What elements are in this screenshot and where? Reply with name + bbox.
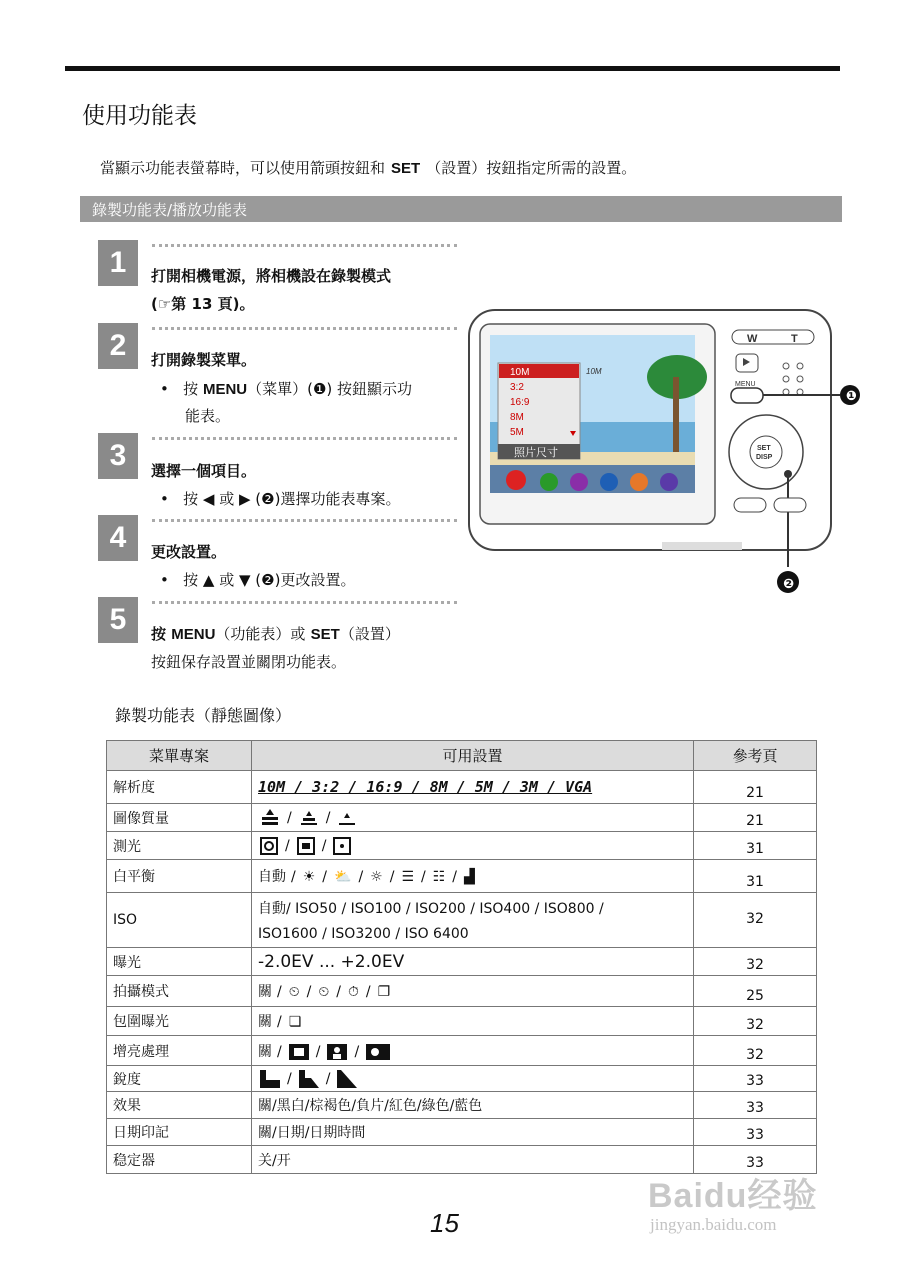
row-label: 拍攝模式 bbox=[107, 976, 252, 1007]
table-row bbox=[107, 771, 817, 804]
row-settings: 關 / / / bbox=[252, 1036, 694, 1066]
intro-text: 當顯示功能表螢幕時，可以使用箭頭按鈕和 SET （設置）按鈕指定所需的設置。 bbox=[100, 159, 637, 177]
table-subtitle: 錄製功能表（靜態圖像） bbox=[115, 706, 292, 725]
row-label: 測光 bbox=[107, 832, 252, 860]
bracket-icon: ❏ bbox=[288, 1014, 302, 1030]
row-settings: 關 / ⏲ / ⏲ / ⏱ / ❐ bbox=[252, 976, 694, 1007]
step-number: 1 bbox=[98, 240, 138, 286]
table-row bbox=[107, 1066, 817, 1092]
row-page: 21 bbox=[694, 771, 817, 804]
row-label: 包圍曝光 bbox=[107, 1007, 252, 1036]
step-bullet: • 按 ◀ 或 ▶ (❷)選擇功能表專案。 bbox=[160, 490, 401, 508]
row-settings: / / bbox=[252, 832, 694, 860]
custom-wb-icon: ▟ bbox=[464, 869, 475, 885]
zoom-w-label: W bbox=[747, 333, 758, 345]
metering-multi-icon bbox=[260, 837, 278, 855]
callout-1: ❶ bbox=[846, 389, 858, 404]
timer-2s-icon: ⏲ bbox=[288, 984, 300, 1000]
page-title: 使用功能表 bbox=[82, 103, 197, 129]
table-row bbox=[107, 832, 817, 860]
step-text: 按 MENU（功能表）或 SET（設置） bbox=[151, 625, 400, 643]
callout-2: ❷ bbox=[783, 577, 795, 592]
sharpness-hard-icon bbox=[260, 1070, 280, 1088]
row-label: 解析度 bbox=[107, 771, 252, 804]
row-page: 32 bbox=[694, 893, 817, 948]
col-header: 菜單專案 bbox=[107, 741, 252, 771]
fluorescent-l-icon: ☷ bbox=[432, 869, 446, 885]
menu-label: MENU bbox=[735, 381, 756, 388]
lcd-item: 8M bbox=[510, 412, 524, 423]
row-settings: 自動 / ☀ / ⛅ / ☼ / ☰ / ☷ / ▟ bbox=[252, 860, 694, 893]
row-page: 25 bbox=[694, 976, 817, 1007]
step-text: 打開錄製菜單。 bbox=[151, 351, 257, 369]
camera-illustration bbox=[462, 302, 874, 602]
step-text: (☞第 13 頁)。 bbox=[151, 295, 255, 313]
col-header: 可用設置 bbox=[252, 741, 694, 771]
quality-fine-icon bbox=[260, 809, 280, 827]
dotted-divider bbox=[152, 519, 457, 522]
row-settings: 关/开 bbox=[252, 1146, 694, 1174]
row-label: 曝光 bbox=[107, 948, 252, 976]
sharpness-normal-icon bbox=[299, 1070, 319, 1088]
row-settings: / / bbox=[252, 1066, 694, 1092]
row-page: 33 bbox=[694, 1119, 817, 1146]
tungsten-icon: ☼ bbox=[370, 869, 383, 885]
row-label: 日期印記 bbox=[107, 1119, 252, 1146]
table-row bbox=[107, 1092, 817, 1119]
dotted-divider bbox=[152, 437, 457, 440]
section-bar: 錄製功能表/播放功能表 bbox=[80, 196, 842, 222]
table-row bbox=[107, 1119, 817, 1146]
row-page: 33 bbox=[694, 1146, 817, 1174]
continuous-shot-icon: ❐ bbox=[377, 984, 391, 1000]
table-row bbox=[107, 804, 817, 832]
quality-normal-icon bbox=[299, 809, 319, 827]
row-page: 33 bbox=[694, 1092, 817, 1119]
lcd-caption: 照片尺寸 bbox=[514, 446, 558, 459]
metering-center-icon bbox=[297, 837, 315, 855]
row-settings: / / bbox=[252, 804, 694, 832]
timer-10s-icon: ⏲ bbox=[318, 984, 330, 1000]
step-text: 更改設置。 bbox=[151, 543, 227, 561]
row-settings: 關 / ❏ bbox=[252, 1007, 694, 1036]
lcd-item: 5M bbox=[510, 427, 524, 438]
step-number: 4 bbox=[98, 515, 138, 561]
settings-table bbox=[106, 740, 817, 1174]
dotted-divider bbox=[152, 327, 457, 330]
table-row bbox=[107, 860, 817, 893]
menu-button bbox=[731, 388, 763, 403]
row-label: 圖像質量 bbox=[107, 804, 252, 832]
row-settings: 10M / 3:2 / 16:9 / 8M / 5M / 3M / VGA bbox=[252, 771, 694, 804]
sharpness-soft-icon bbox=[337, 1070, 357, 1088]
row-page: 32 bbox=[694, 1036, 817, 1066]
row-label: 稳定器 bbox=[107, 1146, 252, 1174]
step-number: 3 bbox=[98, 433, 138, 479]
row-settings: -2.0EV ... +2.0EV bbox=[252, 948, 694, 976]
watermark-logo: Baidu经验 bbox=[648, 1177, 818, 1215]
step-bullet-cont: 能表。 bbox=[185, 407, 231, 425]
table-row bbox=[107, 976, 817, 1007]
set-label: SET bbox=[757, 445, 771, 452]
row-page: 32 bbox=[694, 948, 817, 976]
row-page: 31 bbox=[694, 832, 817, 860]
row-label: 增亮處理 bbox=[107, 1036, 252, 1066]
row-page: 33 bbox=[694, 1066, 817, 1092]
row-page: 32 bbox=[694, 1007, 817, 1036]
table-row bbox=[107, 893, 817, 948]
table-row bbox=[107, 948, 817, 976]
step-bullet: • 按 ▲ 或 ▼ (❷)更改設置。 bbox=[160, 571, 356, 589]
row-label: 銳度 bbox=[107, 1066, 252, 1092]
quality-economy-icon bbox=[337, 809, 357, 827]
disp-label: DISP bbox=[756, 454, 773, 461]
step-number: 5 bbox=[98, 597, 138, 643]
page-number: 15 bbox=[430, 1208, 459, 1238]
highlight-person-icon bbox=[327, 1044, 347, 1060]
dotted-divider bbox=[152, 244, 457, 247]
table-row bbox=[107, 1036, 817, 1066]
lcd-item: 3:2 bbox=[510, 382, 524, 393]
row-settings: 自動/ ISO50 / ISO100 / ISO200 / ISO400 / ISO800 / ISO1600 / ISO3200 / ISO 6400 bbox=[252, 893, 694, 948]
row-label: 效果 bbox=[107, 1092, 252, 1119]
row-label: ISO bbox=[107, 893, 252, 948]
step-number: 2 bbox=[98, 323, 138, 369]
zoom-t-label: T bbox=[791, 333, 798, 345]
lcd-item: 16:9 bbox=[510, 397, 530, 408]
row-label: 白平衡 bbox=[107, 860, 252, 893]
table-row bbox=[107, 1007, 817, 1036]
step-text: 按鈕保存設置並關閉功能表。 bbox=[151, 653, 347, 671]
watermark-url: jingyan.baidu.com bbox=[650, 1215, 777, 1234]
row-page: 31 bbox=[694, 860, 817, 893]
step-text: 選擇一個項目。 bbox=[151, 462, 257, 480]
row-settings: 關/黑白/棕褐色/負片/紅色/綠色/藍色 bbox=[252, 1092, 694, 1119]
lcd-badge: 10M bbox=[586, 367, 602, 376]
fluorescent-h-icon: ☰ bbox=[401, 869, 414, 885]
step-text: 打開相機電源，將相機設在錄製模式 bbox=[151, 267, 392, 285]
col-header: 參考頁 bbox=[694, 741, 817, 771]
dotted-divider bbox=[152, 601, 457, 604]
highlight-frame-icon bbox=[289, 1044, 309, 1060]
row-page: 21 bbox=[694, 804, 817, 832]
double-timer-icon: ⏱ bbox=[348, 984, 359, 1000]
lcd-item: 10M bbox=[510, 367, 530, 378]
sun-icon: ☀ bbox=[302, 869, 316, 885]
highlight-scene-icon bbox=[366, 1044, 390, 1060]
row-settings: 關/日期/日期時間 bbox=[252, 1119, 694, 1146]
metering-spot-icon bbox=[333, 837, 351, 855]
step-bullet: • 按 MENU（菜單）(❶) 按鈕顯示功 bbox=[160, 380, 413, 398]
top-rule bbox=[65, 66, 840, 71]
cloudy-icon: ⛅ bbox=[334, 869, 352, 885]
